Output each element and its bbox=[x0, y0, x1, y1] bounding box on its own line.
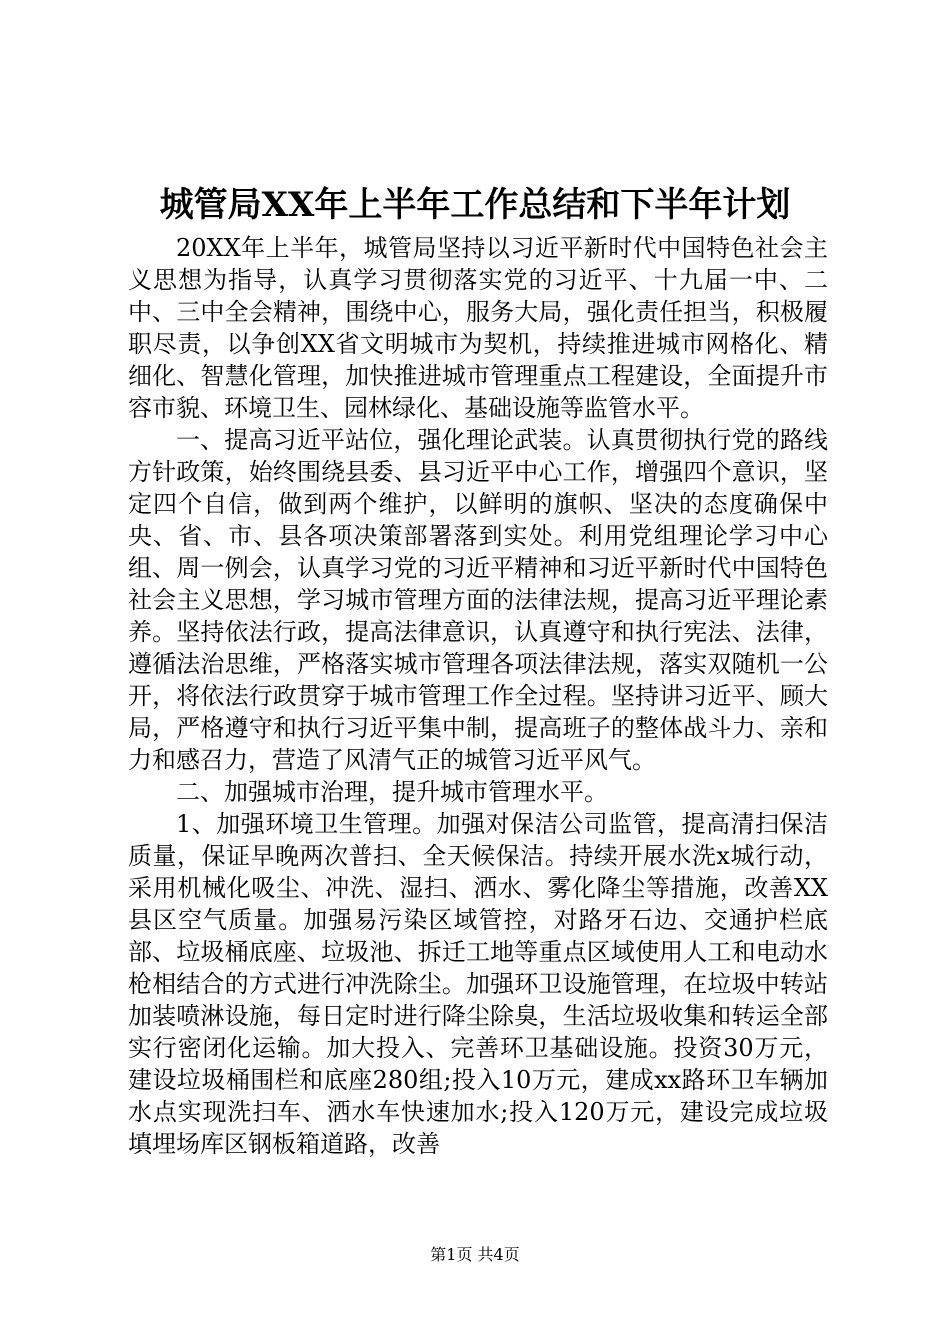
intro-paragraph: 20XX年上半年，城管局坚持以习近平新时代中国特色社会主义思想为指导，认真学习贯彻落实党的习近平、十九届一中、二中、三中全会精神，围绕中心，服务大局，强化责任担当，积极履职尽责，以争创XX省文明城市为契机，持续推进城市网格化、精细化、智慧化管理，加快推进城市管理重点工程建设，全面提升市容市貌、环境卫生、园林绿化、基础设施等监管水平。 bbox=[128, 234, 828, 422]
section-one-paragraph: 一、提高习近平站位，强化理论武装。认真贯彻执行党的路线方针政策，始终围绕县委、县习近平中心工作，增强四个意识，坚定四个自信，做到两个维护，以鲜明的旗帜、坚决的态度确保中央、省、市、县各项决策部署落到实处。利用党组理论学习中心组、周一例会，认真学习党的习近平精神和习近平新时代中国特色社会主义思想，学习城市管理方面的法律法规，提高习近平理论素养。坚持依法行政，提高法律意识，认真遵守和执行宪法、法律，遵循法治思维，严格落实城市管理各项法律法规，落实双随机一公开，将依法行政贯穿于城市管理工作全过程。坚持讲习近平、顾大局，严格遵守和执行习近平集中制，提高班子的整体战斗力、亲和力和感召力，营造了风清气正的城管习近平风气。 bbox=[128, 426, 828, 774]
document-title: 城管局XX年上半年工作总结和下半年计划 bbox=[159, 185, 791, 225]
document-body bbox=[128, 232, 828, 1160]
section-two-item-one-paragraph: 1、加强环境卫生管理。加强对保洁公司监管，提高清扫保洁质量，保证早晚两次普扫、全天候保洁。持续开展水洗x城行动，采用机械化吸尘、冲洗、湿扫、洒水、雾化降尘等措施，改善XX县区空气质量。加强易污染区域管控，对路牙石边、交通护栏底部、垃圾桶底座、垃圾池、拆迁工地等重点区域使用人工和电动水枪相结合的方式进行冲洗除尘。加强环卫设施管理，在垃圾中转站加装喷淋设施，每日定时进行降尘除臭，生活垃圾收集和转运全部实行密闭化运输。加大投入、完善环卫基础设施。投资30万元，建设垃圾桶围栏和底座280组;投入10万元，建成xx路环卫车辆加水点实现洗扫车、洒水车快速加水;投入120万元，建设完成垃圾填埋场库区钢板箱道路，改善 bbox=[128, 810, 828, 1158]
section-two-heading: 二、加强城市治理，提升城市管理水平。 bbox=[176, 778, 608, 806]
page-footer: 第1页 共4页 bbox=[430, 1245, 520, 1264]
